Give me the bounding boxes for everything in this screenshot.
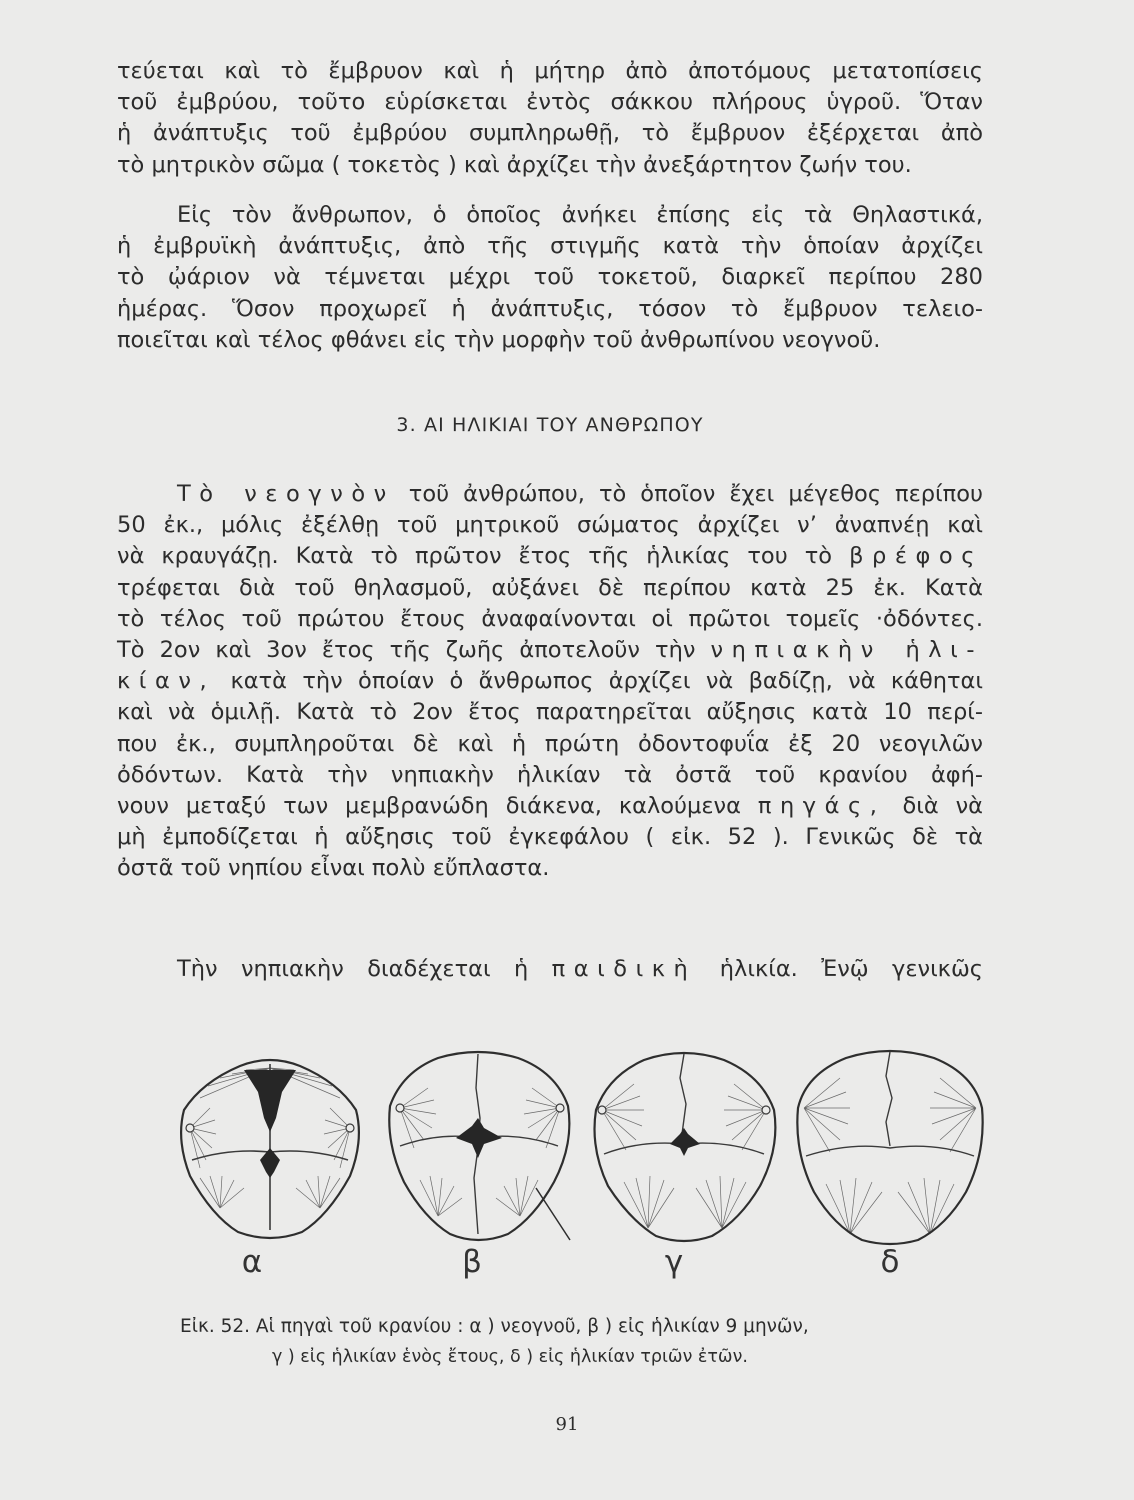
figure-caption-continued: γ ) εἰς ἡλικίαν ἑνὸς ἔτους, δ ) εἰς ἡλικίαν τριῶν ἐτῶν.: [272, 1347, 748, 1367]
text-line: 50 ἐκ., μόλις ἐξέλθῃ τοῦ μητρικοῦ σώματος ἀρχίζει ν’ ἀναπνέῃ καὶ: [117, 512, 983, 539]
text-line: ἡ ἐμβρυϊκὴ ἀνάπτυξις, ἀπὸ τῆς στιγμῆς κατὰ τὴν ὁποίαν ἀρχίζει: [117, 233, 983, 260]
text-line: τεύεται καὶ τὸ ἔμβρυον καὶ ἡ μήτηρ ἀπὸ ἀποτόμους μετατοπίσεις: [117, 58, 983, 84]
text-line: ἡμέρας. Ὅσον προχωρεῖ ἡ ἀνάπτυξις, τόσον τὸ ἔμβρυον τελειο-: [117, 295, 983, 322]
text-line: τρέφεται διὰ τοῦ θηλασμοῦ, αὐξάνει δὲ περίπου κατὰ 25 ἐκ. Κατὰ: [117, 574, 983, 601]
text-line: [117, 954, 983, 985]
text-line: μὴ ἐμποδίζεται ἡ αὔξησις τοῦ ἐγκεφάλου ( εἰκ. 52 ). Γενικῶς δὲ τὰ: [117, 824, 983, 851]
text-line: καὶ νὰ ὁμιλῇ. Κατὰ τὸ 2ον ἔτος παρατηρεῖται αὔξησις κατὰ 10 περί-: [117, 699, 983, 726]
spaced-term: κίαν,: [117, 668, 216, 695]
section-heading: 3. ΑΙ ΗΛΙΚΙΑΙ ΤΟΥ ΑΝΘΡΩΠΟΥ: [396, 414, 704, 436]
skull-9-months-drawing: [378, 1048, 578, 1248]
text-run: ἡλικία. Ἐνῷ γενικῶς: [696, 956, 983, 982]
text-line: τὸ τέλος τοῦ πρώτου ἔτους ἀναφαίνονται οἱ πρῶτοι τομεῖς ·ὀδόντες.: [117, 605, 983, 632]
paragraph-1: [117, 56, 983, 181]
figure-label-delta: δ: [880, 1244, 900, 1280]
spaced-term: παιδικὴ: [551, 956, 697, 982]
text-line: ἡ ἀνάπτυξις τοῦ ἐμβρύου συμπληρωθῇ, τὸ ἔμβρυον ἐξέρχεται ἀπὸ: [117, 120, 983, 147]
figure-label-gamma: γ: [664, 1244, 684, 1280]
text-run: νὰ κραυγάζῃ. Κατὰ τὸ πρῶτον ἔτος τῆς ἡλικίας του τὸ: [117, 543, 850, 570]
paragraph-4: [117, 954, 983, 985]
text-line: [117, 635, 983, 666]
text-line: [117, 479, 983, 510]
text-line: τὸ ᾠάριον νὰ τέμνεται μέχρι τοῦ τοκετοῦ, διαρκεῖ περίπου 280: [117, 264, 983, 291]
text-line: [117, 666, 983, 697]
text-run: τοῦ ἀνθρώπου, τὸ ὁποῖον ἔχει μέγεθος περίπου: [394, 481, 983, 507]
text-line: ποιεῖται καὶ τέλος φθάνει εἰς τὴν μορφὴν τοῦ ἀνθρωπίνου νεογνοῦ.: [117, 326, 881, 353]
text-line: τὸ μητρικὸν σῶμα ( τοκετὸς ) καὶ ἀρχίζει τὴν ἀνεξάρτητον ζωήν του.: [117, 151, 912, 178]
skull-1-year-drawing: [584, 1048, 784, 1248]
text-line: Εἰς τὸν ἄνθρωπον, ὁ ὁποῖος ἀνήκει ἐπίσης εἰς τὰ Θηλαστικά,: [177, 202, 983, 228]
text-run: κατὰ τὴν ὁποίαν ὁ ἄνθρωπος ἀρχίζει νὰ βαδίζῃ, νὰ κάθηται: [215, 668, 983, 695]
paragraph-2: [117, 200, 983, 356]
figure-52: [160, 1048, 960, 1288]
figure-label-beta: β: [462, 1244, 482, 1280]
text-run: Τὴν νηπιακὴν διαδέχεται ἡ: [177, 956, 552, 982]
text-line: ὀδόντων. Κατὰ τὴν νηπιακὴν ἡλικίαν τὰ ὀστᾶ τοῦ κρανίου ἀφή-: [117, 761, 983, 788]
page-number: 91: [555, 1414, 579, 1435]
text-line: που ἐκ., συμπληροῦται δὲ καὶ ἡ πρώτη ὀδοντοφυΐα ἐξ 20 νεογιλῶν: [117, 730, 983, 757]
spaced-term: πηγάς,: [757, 793, 886, 820]
paragraph-3: [117, 479, 983, 885]
text-run: διὰ νὰ: [885, 793, 984, 820]
skull-3-years-drawing: [790, 1048, 990, 1248]
text-line: ὀστᾶ τοῦ νηπίου εἶναι πολὺ εὔπλαστα.: [117, 855, 550, 882]
figure-label-alpha: α: [241, 1244, 263, 1280]
skull-newborn-drawing: [170, 1048, 370, 1248]
text-line: [117, 541, 983, 572]
spaced-term: νηπιακὴν ἡλι-: [710, 637, 983, 664]
text-run: νουν μεταξύ των μεμβρανώδη διάκενα, καλούμενα: [117, 793, 758, 820]
figure-caption: Εἰκ. 52. Αἱ πηγαὶ τοῦ κρανίου : α ) νεογνοῦ, β ) εἰς ἡλικίαν 9 μηνῶν,: [180, 1316, 809, 1337]
spaced-term: Τὸ νεογνὸν: [177, 481, 395, 507]
spaced-term: βρέφος: [849, 543, 983, 570]
text-line: τοῦ ἐμβρύου, τοῦτο εὑρίσκεται ἐντὸς σάκκου πλήρους ὑγροῦ. Ὅταν: [117, 89, 983, 116]
text-run: Τὸ 2ον καὶ 3ον ἔτος τῆς ζωῆς ἀποτελοῦν τὴν: [117, 637, 711, 664]
text-line: [117, 791, 983, 822]
